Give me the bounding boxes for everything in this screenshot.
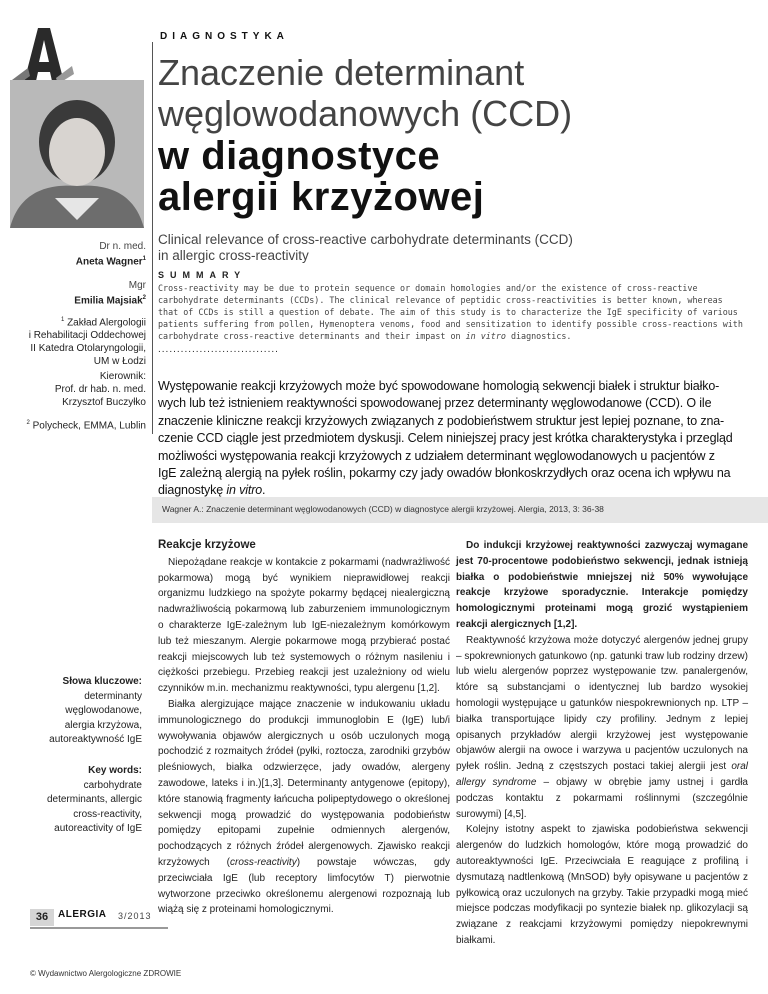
paragraph: Reaktywność krzyżowa może dotyczyć alergenów jednej grupy – spokrewnionych gatunkowo (np. gatunki traw lub rodziny drzew) lub wielu alergenów poprzez występowanie tzw. panalergenów, które są substancjami o identycznej lub bardzo wysokiej homologii występujące u gatunków niespokrewnionych np. LTP – białka transportujące lipidy czy profiliny. Jednym z lepiej opisanych przykładów alergii krzyżowej jest występowanie objawów alergii na owoce i warzywa u pacjentów uczulonych na pyłek roślin. Jedną z częstszych postaci takiej alergii jest oral allergy syndrome – objawy w obrębie jamy ustnej i gardła podczas kontaktu z pokarmami roślinnymi (szczególnie surowymi) [4,5]. — [456, 634, 748, 820]
paragraph: Kolejny istotny aspekt to zjawiska podobieństwa sekwencji alergenów do ludzkich homologów, które mogą prowadzić do autoreaktywności IgE. Przeciwciała E reagujące z profiliną i dysmutazą nadtlenkową (MnSOD) były opisywane u pacjentów z pyłkowicą oraz uczulonych na grzyby. Takie przypadki mogą mieć miejsce podczas modyfikacji po syntezie białek np. glikozylacji są związane z reakcjami krzyżowymi pomiędzy niepokrewnymi białkami. — [456, 824, 748, 946]
author-degree: Mgr — [128, 280, 146, 291]
affiliation-2: $^2$ Polycheck, EMMA, Lublin — [26, 420, 146, 432]
department-head: Kierownik: Prof. dr hab. n. med. Krzysztof Buczyłko — [54, 371, 146, 408]
author-degree: Dr n. med. — [99, 241, 146, 252]
footer-rule — [30, 927, 168, 929]
lead-abstract: Występowanie reakcji krzyżowych może być spowodowane homologią sekwencji białek i struktur białko- wych lub też istnieniem reaktywności spowodowanej przez determinanty węglowodanowe (CCD). O ile znaczenie kliniczne reakcji krzyżowych związanych z podobieństwem struktur jest lepiej poznane, to zna- czenie CCD ciągle jest przedmiotem dyskusji. Celem niniejszej pracy jest krótka charakterystyka i przegląd możliwości występowania reakcji krzyżowych z udziałem determinant węglowodanowych u pacjentów z IgE zależną alergią na pyłek roślin, pokarmy czy jady owadów błonkoskrzydłych oraz ocena ich wpływu na diagnostykę in vitro. — [158, 379, 733, 498]
keywords-pl: Słowa kluczowe: determinanty węglowodanowe, alergia krzyżowa, autoreaktywność IgE — [49, 676, 142, 745]
title-line-3: w diagnostyce — [158, 134, 441, 178]
paragraph: Do indukcji krzyżowej reaktywności zazwyczaj wymagane jest 70-procentowe podobieństwo sekwencji, jednak istnieją białka o podobieństwie mniejszej niż 50% wywołujące reakcje krzyżowe sporadycznie. Interakcje pomiędzy homologicznymi proteinami mogą grozić wystąpieniem reakcji alergicznych [1,2]. — [456, 540, 748, 630]
paragraph: Białka alergizujące mające znaczenie w indukowaniu układu immunologicznego do produkcji immunoglobin E (IgE) lub/i wywoływania objawów alergicznych u osób uczulonych mogą pochodzić z rozmaitych źródeł (pyłki, roztocza, zarodniki grzybów pleśniowych, białka odzwierzęce, jady owadów, alergeny zawodowe, lateks i in.)[1,3]. Determinanty antygenowe (epitopy), które stanowią fragmenty łańcucha polipeptydowego o określonej sekwencji mogą prowadzić do występowania podobieństw pomiędzy epitopami zupełnie odmiennych alergenów, pochodzących z różnych źródeł alergenowych. Zjawisko reakcji krzyżowych (cross-reactivity) powstaje wówczas, gdy przeciwciała IgE (lub receptory limfocytów T) pierwotnie wytworzone przeciwko określonemu alergenowi rozpoznają lub wiążą się z proteinami homologicznymi. — [158, 698, 450, 916]
title-line-4: alergii krzyżowej — [158, 175, 485, 219]
author-2 — [0, 279, 146, 307]
issue-number: 3/2013 — [118, 911, 152, 921]
dotted-separator: ................................ — [158, 344, 279, 355]
author-name: Emilia Majsiak$^2$ — [74, 295, 146, 307]
page-number: 36 — [30, 909, 54, 926]
author-1 — [0, 240, 146, 268]
section-label: DIAGNOSTYKA — [160, 31, 289, 42]
body-column-left — [158, 538, 450, 918]
english-title: Clinical relevance of cross-reactive carbohydrate determinants (CCD) in allergic cross-reactivity — [158, 232, 573, 263]
title-bold — [158, 136, 484, 218]
title-line-1: Znaczenie determinant — [158, 52, 525, 93]
vertical-divider — [152, 42, 153, 434]
author-photo — [10, 80, 144, 228]
citation: Wagner A.: Znaczenie determinant węglowodanowych (CCD) w diagnostyce alergii krzyżowej. Alergia, 2013, 3: 36-38 — [162, 504, 604, 514]
title-line-2: węglowodanowych (CCD) — [158, 93, 573, 134]
keywords-en: Key words: carbohydrate determinants, allergic cross-reactivity, autoreactivity of IgE — [46, 765, 142, 834]
paragraph: Niepożądane reakcje w kontakcie z pokarmami (nadwrażliwość pokarmowa) mogą być wynikiem nieprawidłowej reakcji organizmu ludzkiego na spożyte pokarmy będącej niealergiczną nadwrażliwością pokarmową lub zaburzeniem immunologicznym o charakterze IgE-zależnym lub IgE-niezależnym komórkowym lub też mieszanym. Alergie pokarmowe mogą przybierać postać reakcji miejscowych lub też systemowych o różnym nasileniu i ciężkości przebiegu. Przebieg reakcji jest uzależniony od wielu czynników m.in. mechanizmu reaktywności, typu alergenu [1,2]. — [158, 556, 450, 695]
body-column-right — [456, 538, 748, 949]
summary-text: Cross-reactivity may be due to protein sequence or domain homologies and/or the existence of cross-reactive carbohydrate determinants (CCDs). The clinical relevance of peptidic cross-reactivities is better known, whereas that of CCDs is still a question of debate. The aim of this study is to characterize the IgE specificity of various patients suffering from pollen, Hymenoptera venoms, food and sensitization to identify possible cross-reactions with carbohydrate cross-reactive determinants and their impast on in vitro diagnostics. — [158, 283, 743, 341]
title-light — [158, 52, 572, 134]
copyright: © Wydawnictwo Alergologiczne ZDROWIE — [30, 969, 182, 978]
summary-label: SUMMARY — [158, 270, 247, 280]
journal-name: ALERGIA — [58, 909, 107, 920]
affiliation-1: $^1$ Zakład Alergologii i Rehabilitacji Oddechowej II Katedra Otolaryngologii, UM w Łodzi — [28, 317, 146, 368]
section-heading: Reakcje krzyżowe — [158, 539, 256, 551]
author-name: Aneta Wagner$^1$ — [75, 256, 146, 268]
